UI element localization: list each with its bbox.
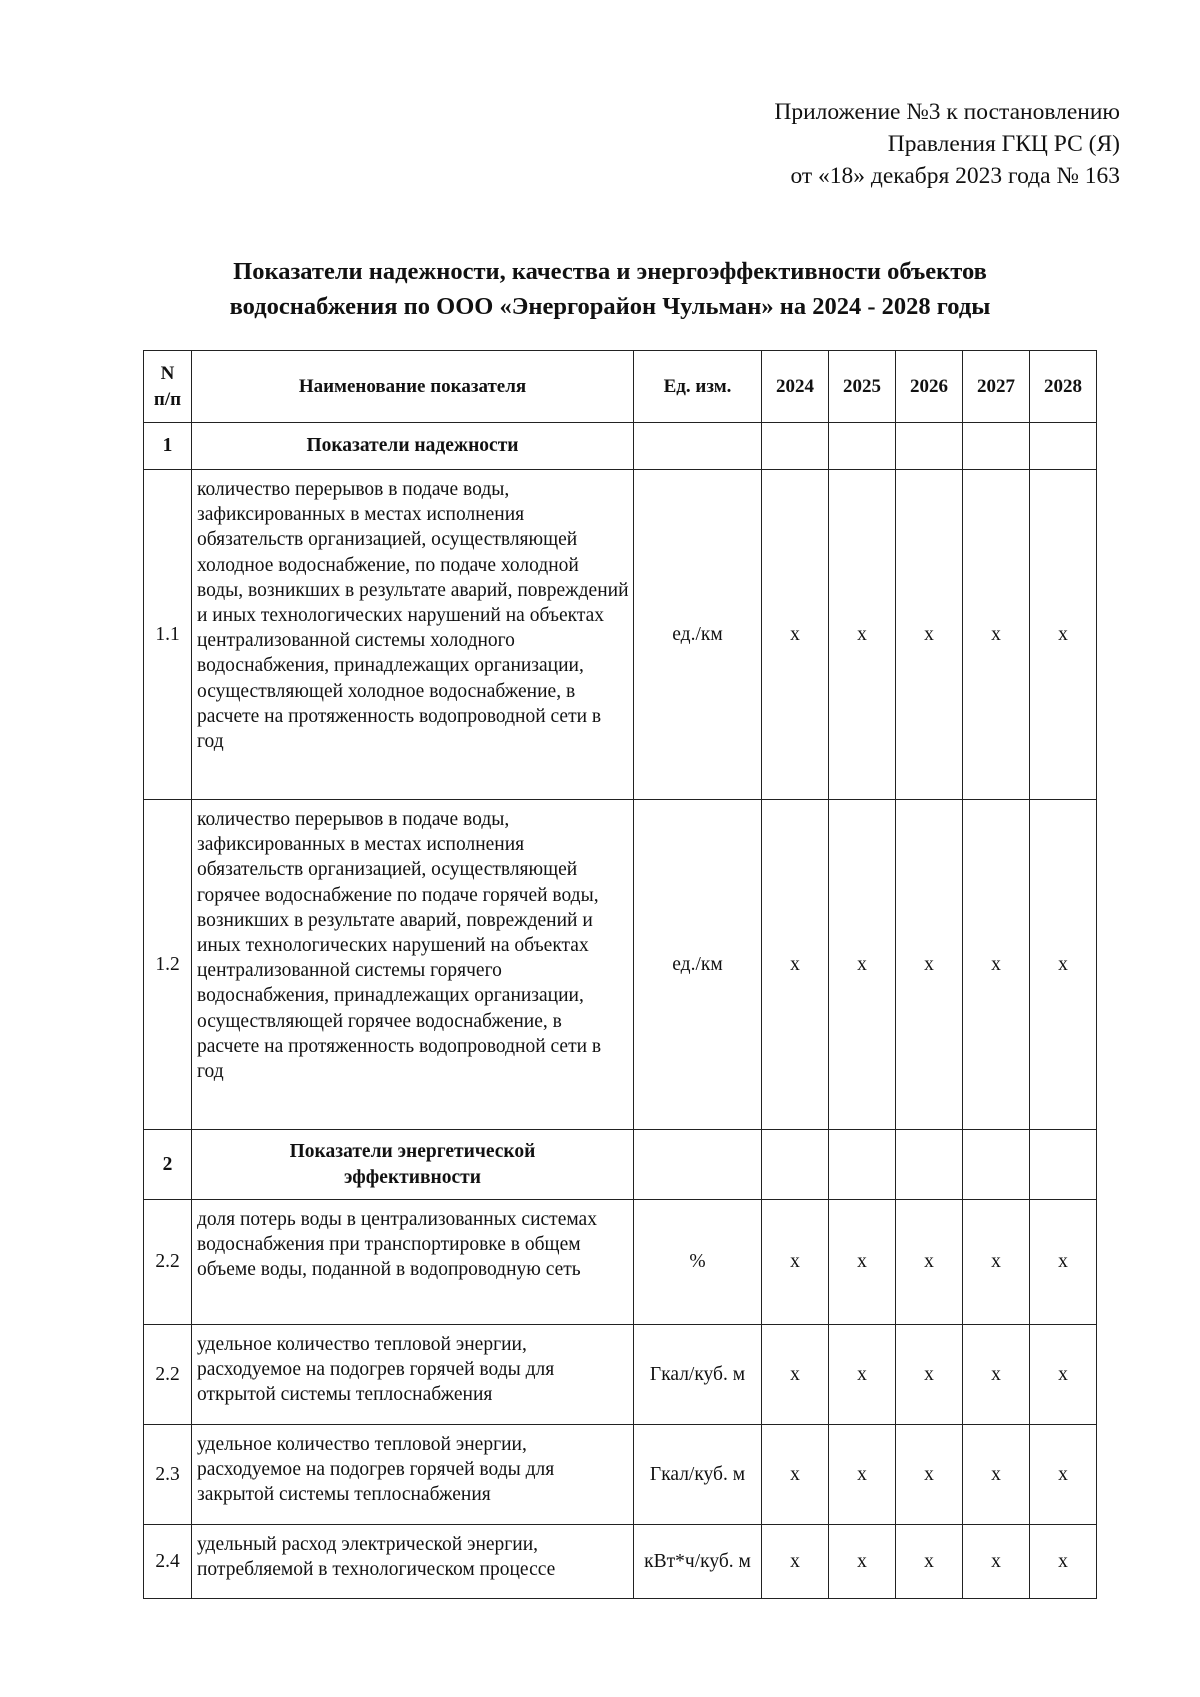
table-row bbox=[144, 470, 1097, 800]
value-cell: х bbox=[963, 1525, 1030, 1599]
header-year: 2024 bbox=[762, 351, 829, 423]
value-cell: х bbox=[1030, 1525, 1097, 1599]
appendix-line-1: Приложение №3 к постановлению bbox=[774, 99, 1120, 125]
indicator-name: количество перерывов в подаче воды, зафиксированных в местах исполнения обязательств организацией, осуществляющей горячее водоснабжение по подаче горячей воды, возникших в результате аварий, повреждений и иных технологических нарушений на объектах централизованной системы горячего водоснабжения, принадлежащих организации, осуществляющей горячее водоснабжение, в расчете на протяженность водопроводной сети в год bbox=[192, 800, 634, 1130]
value-cell: х bbox=[829, 1325, 896, 1425]
value-cell: х bbox=[963, 1325, 1030, 1425]
section-title: Показатели надежности bbox=[192, 423, 634, 470]
value-cell: х bbox=[963, 470, 1030, 800]
section-row bbox=[144, 423, 1097, 470]
indicator-name: удельный расход электрической энергии, потребляемой в технологическом процессе bbox=[192, 1525, 634, 1599]
unit-cell: Гкал/куб. м bbox=[634, 1325, 762, 1425]
section-title: Показатели энергетической эффективности bbox=[192, 1130, 634, 1200]
header-name: Наименование показателя bbox=[192, 351, 634, 423]
value-cell: х bbox=[762, 1525, 829, 1599]
value-cell: х bbox=[1030, 470, 1097, 800]
value-cell: х bbox=[896, 1525, 963, 1599]
appendix-reference bbox=[520, 96, 1120, 192]
value-cell: х bbox=[762, 800, 829, 1130]
value-cell: х bbox=[829, 1200, 896, 1325]
value-cell: х bbox=[896, 800, 963, 1130]
table-row bbox=[144, 1425, 1097, 1525]
unit-cell: % bbox=[634, 1200, 762, 1325]
table-header-row bbox=[144, 351, 1097, 423]
value-cell: х bbox=[1030, 800, 1097, 1130]
value-cell: х bbox=[829, 470, 896, 800]
row-number: 1.1 bbox=[144, 470, 192, 800]
title-line-1: Показатели надежности, качества и энергоэффективности объектов bbox=[233, 258, 987, 285]
unit-cell: кВт*ч/куб. м bbox=[634, 1525, 762, 1599]
header-year: 2026 bbox=[896, 351, 963, 423]
value-cell: х bbox=[762, 470, 829, 800]
header-year: 2027 bbox=[963, 351, 1030, 423]
row-number: 2.3 bbox=[144, 1425, 192, 1525]
value-cell: х bbox=[1030, 1425, 1097, 1525]
value-cell: х bbox=[963, 800, 1030, 1130]
unit-cell: ед./км bbox=[634, 470, 762, 800]
header-year: 2028 bbox=[1030, 351, 1097, 423]
value-cell: х bbox=[896, 1200, 963, 1325]
value-cell: х bbox=[896, 1325, 963, 1425]
header-num: N п/п bbox=[144, 351, 192, 423]
value-cell: х bbox=[896, 1425, 963, 1525]
value-cell: х bbox=[829, 1525, 896, 1599]
table-row bbox=[144, 1200, 1097, 1325]
appendix-line-2: Правления ГКЦ РС (Я) bbox=[887, 131, 1120, 157]
value-cell: х bbox=[762, 1200, 829, 1325]
value-cell: х bbox=[896, 470, 963, 800]
row-number: 2.4 bbox=[144, 1525, 192, 1599]
value-cell: х bbox=[762, 1325, 829, 1425]
value-cell: х bbox=[762, 1425, 829, 1525]
row-number: 1.2 bbox=[144, 800, 192, 1130]
appendix-line-3: от «18» декабря 2023 года № 163 bbox=[790, 163, 1120, 189]
value-cell: х bbox=[829, 1425, 896, 1525]
section-row bbox=[144, 1130, 1097, 1200]
unit-cell: ед./км bbox=[634, 800, 762, 1130]
indicator-name: доля потерь воды в централизованных системах водоснабжения при транспортировке в общем объеме воды, поданной в водопроводную сеть bbox=[192, 1200, 634, 1325]
table-row bbox=[144, 1525, 1097, 1599]
section-number: 2 bbox=[144, 1130, 192, 1200]
header-unit: Ед. изм. bbox=[634, 351, 762, 423]
value-cell: х bbox=[963, 1425, 1030, 1525]
indicator-name: удельное количество тепловой энергии, расходуемое на подогрев горячей воды для открытой системы теплоснабжения bbox=[192, 1325, 634, 1425]
value-cell: х bbox=[963, 1200, 1030, 1325]
section-number: 1 bbox=[144, 423, 192, 470]
value-cell: х bbox=[829, 800, 896, 1130]
row-number: 2.2 bbox=[144, 1325, 192, 1425]
indicator-name: удельное количество тепловой энергии, расходуемое на подогрев горячей воды для закрытой системы теплоснабжения bbox=[192, 1425, 634, 1525]
value-cell: х bbox=[1030, 1325, 1097, 1425]
row-number: 2.2 bbox=[144, 1200, 192, 1325]
header-year: 2025 bbox=[829, 351, 896, 423]
unit-cell: Гкал/куб. м bbox=[634, 1425, 762, 1525]
value-cell: х bbox=[1030, 1200, 1097, 1325]
table-row bbox=[144, 800, 1097, 1130]
title-line-2: водоснабжения по ООО «Энергорайон Чульман» на 2024 - 2028 годы bbox=[229, 293, 991, 320]
document-title bbox=[130, 254, 1090, 324]
indicator-name: количество перерывов в подаче воды, зафиксированных в местах исполнения обязательств организацией, осуществляющей холодное водоснабжение, по подаче холодной воды, возникших в результате аварий, повреждений и иных технологических нарушений на объектах централизованной системы холодного водоснабжения, принадлежащих организации, осуществляющей холодное водоснабжение, в расчете на протяженность водопроводной сети в год bbox=[192, 470, 634, 800]
indicators-table bbox=[143, 350, 1097, 1599]
table-row bbox=[144, 1325, 1097, 1425]
